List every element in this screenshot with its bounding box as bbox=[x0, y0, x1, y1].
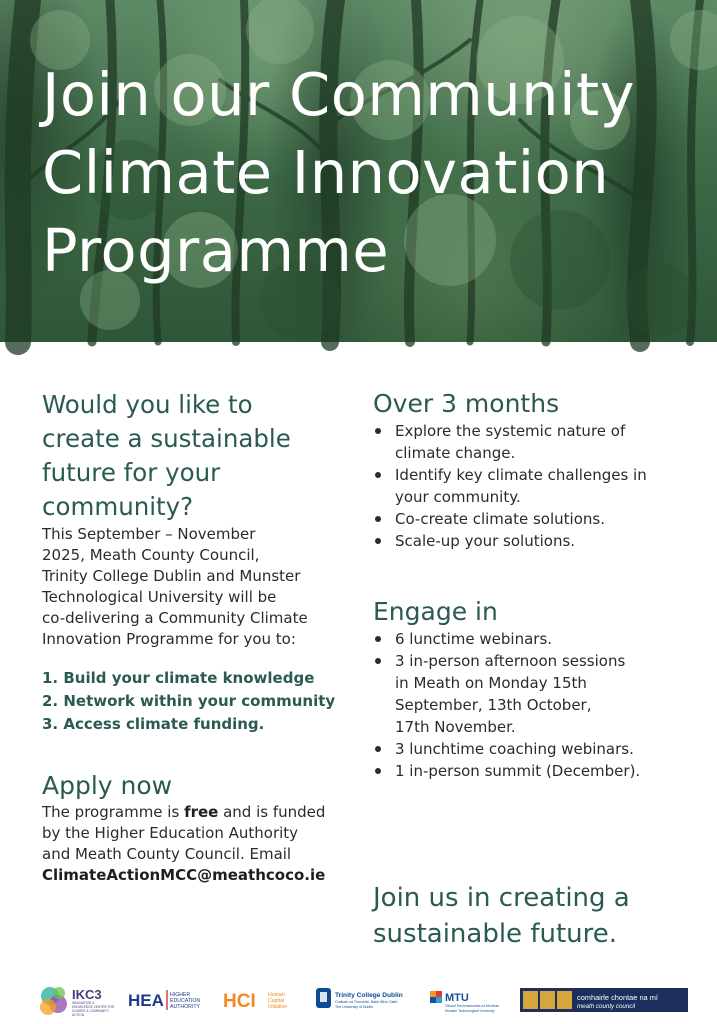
hea-line: AUTHORITY bbox=[170, 1004, 200, 1010]
apply-text: and Meath County Council. Email bbox=[42, 845, 292, 863]
ikc3-line: CLIMATE & COMMUNITY bbox=[72, 1009, 110, 1013]
goal-item: 1. Build your climate knowledge bbox=[42, 669, 315, 687]
list-item-text: Identify key climate challenges in bbox=[395, 466, 647, 484]
list-item-text: 1 in-person summit (December). bbox=[395, 762, 641, 780]
tcd-logo bbox=[316, 982, 426, 1018]
intro-paragraph bbox=[42, 524, 354, 650]
list-item bbox=[373, 760, 683, 782]
hea-line: EDUCATION bbox=[170, 998, 201, 1004]
hero-title-line: Climate Innovation bbox=[42, 138, 610, 207]
hero-title-line: Programme bbox=[42, 216, 390, 285]
question-heading bbox=[42, 388, 354, 524]
goal-item: 3. Access climate funding. bbox=[42, 715, 265, 733]
list-item bbox=[373, 464, 683, 508]
list-item-text: your community. bbox=[395, 488, 521, 506]
hci-line: Capital bbox=[268, 998, 285, 1004]
list-item bbox=[373, 420, 683, 464]
list-item-text: Scale-up your solutions. bbox=[395, 532, 576, 550]
list-item-text: September, 13th October, bbox=[395, 696, 592, 714]
left-column bbox=[42, 388, 354, 886]
ikc3-line: KNOWLEDGE CENTRE FOR bbox=[72, 1005, 115, 1009]
meath-name: comhairle chontae na mí bbox=[577, 993, 658, 1002]
mtu-sub: Ollscoil Teicneolaíochta na Mumhan bbox=[445, 1004, 500, 1008]
closing-line: sustainable future. bbox=[373, 919, 618, 949]
mtu-sub: Munster Technological University bbox=[445, 1009, 495, 1013]
mtu-logo bbox=[430, 982, 518, 1018]
intro-line: This September – November bbox=[42, 525, 256, 543]
intro-line: Innovation Programme for you to: bbox=[42, 630, 296, 648]
intro-line: co-delivering a Community Climate bbox=[42, 609, 308, 627]
list-item-text: 3 lunchtime coaching webinars. bbox=[395, 740, 634, 758]
right-column bbox=[373, 388, 683, 782]
question-line: create a sustainable bbox=[42, 424, 291, 453]
tcd-sub: The University of Dublin bbox=[335, 1005, 374, 1009]
goal-item: 2. Network within your community bbox=[42, 692, 336, 710]
over-heading: Over 3 months bbox=[373, 389, 560, 418]
closing-heading bbox=[373, 880, 703, 952]
ikc3-line: ACTION bbox=[72, 1013, 85, 1017]
intro-line: 2025, Meath County Council, bbox=[42, 546, 260, 564]
engage-heading: Engage in bbox=[373, 597, 498, 626]
goals-list bbox=[42, 667, 354, 736]
hero-title bbox=[42, 56, 702, 290]
intro-line: Trinity College Dublin and Munster bbox=[42, 567, 301, 585]
meath-county-council-logo bbox=[520, 982, 688, 1018]
question-line: future for your bbox=[42, 458, 221, 487]
hero-banner bbox=[0, 0, 717, 342]
hero-title-line: Join our Community bbox=[42, 60, 636, 129]
hea-logo bbox=[128, 982, 208, 1018]
ikc3-line: INNOVATION & bbox=[72, 1001, 95, 1005]
apply-heading: Apply now bbox=[42, 771, 173, 800]
ikc3-name: IKC3 bbox=[72, 987, 102, 1002]
over-list bbox=[373, 420, 683, 552]
list-item bbox=[373, 508, 683, 530]
list-item-text: Explore the systemic nature of bbox=[395, 422, 626, 440]
tcd-sub: Coláiste na Tríonóide, Baile Átha Cliath bbox=[335, 1000, 398, 1004]
list-item bbox=[373, 650, 683, 738]
mtu-name: MTU bbox=[445, 992, 469, 1004]
partner-logos bbox=[38, 982, 688, 1018]
closing-line: Join us in creating a bbox=[373, 883, 630, 913]
hci-line: Human bbox=[268, 992, 285, 998]
hea-line: HIGHER bbox=[170, 992, 191, 998]
list-item bbox=[373, 628, 683, 650]
list-item bbox=[373, 738, 683, 760]
question-line: community? bbox=[42, 492, 194, 521]
list-item-text: climate change. bbox=[395, 444, 516, 462]
apply-text: by the Higher Education Authority bbox=[42, 824, 299, 842]
list-item-text: 17th November. bbox=[395, 718, 516, 736]
contact-email[interactable]: ClimateActionMCC@meathcoco.ie bbox=[42, 866, 326, 884]
list-item bbox=[373, 530, 683, 552]
apply-text: and is funded bbox=[218, 803, 326, 821]
meath-sub: meath county council bbox=[577, 1003, 636, 1010]
list-item-text: 3 in-person afternoon sessions bbox=[395, 652, 626, 670]
free-highlight: free bbox=[184, 803, 219, 821]
intro-line: Technological University will be bbox=[42, 588, 277, 606]
list-item-text: 6 lunctime webinars. bbox=[395, 630, 553, 648]
hea-name: HEA bbox=[128, 991, 164, 1010]
ikc3-logo bbox=[38, 982, 115, 1018]
list-item-text: Co-create climate solutions. bbox=[395, 510, 605, 528]
hci-name: HCI bbox=[223, 991, 256, 1012]
apply-text: The programme is bbox=[42, 803, 185, 821]
tcd-name: Trinity College Dublin bbox=[335, 992, 403, 999]
hci-logo bbox=[223, 982, 303, 1018]
list-item-text: in Meath on Monday 15th bbox=[395, 674, 587, 692]
hci-line: Initiative bbox=[268, 1004, 288, 1010]
engage-list bbox=[373, 628, 683, 782]
apply-paragraph bbox=[42, 802, 354, 886]
question-line: Would you like to bbox=[42, 390, 253, 419]
